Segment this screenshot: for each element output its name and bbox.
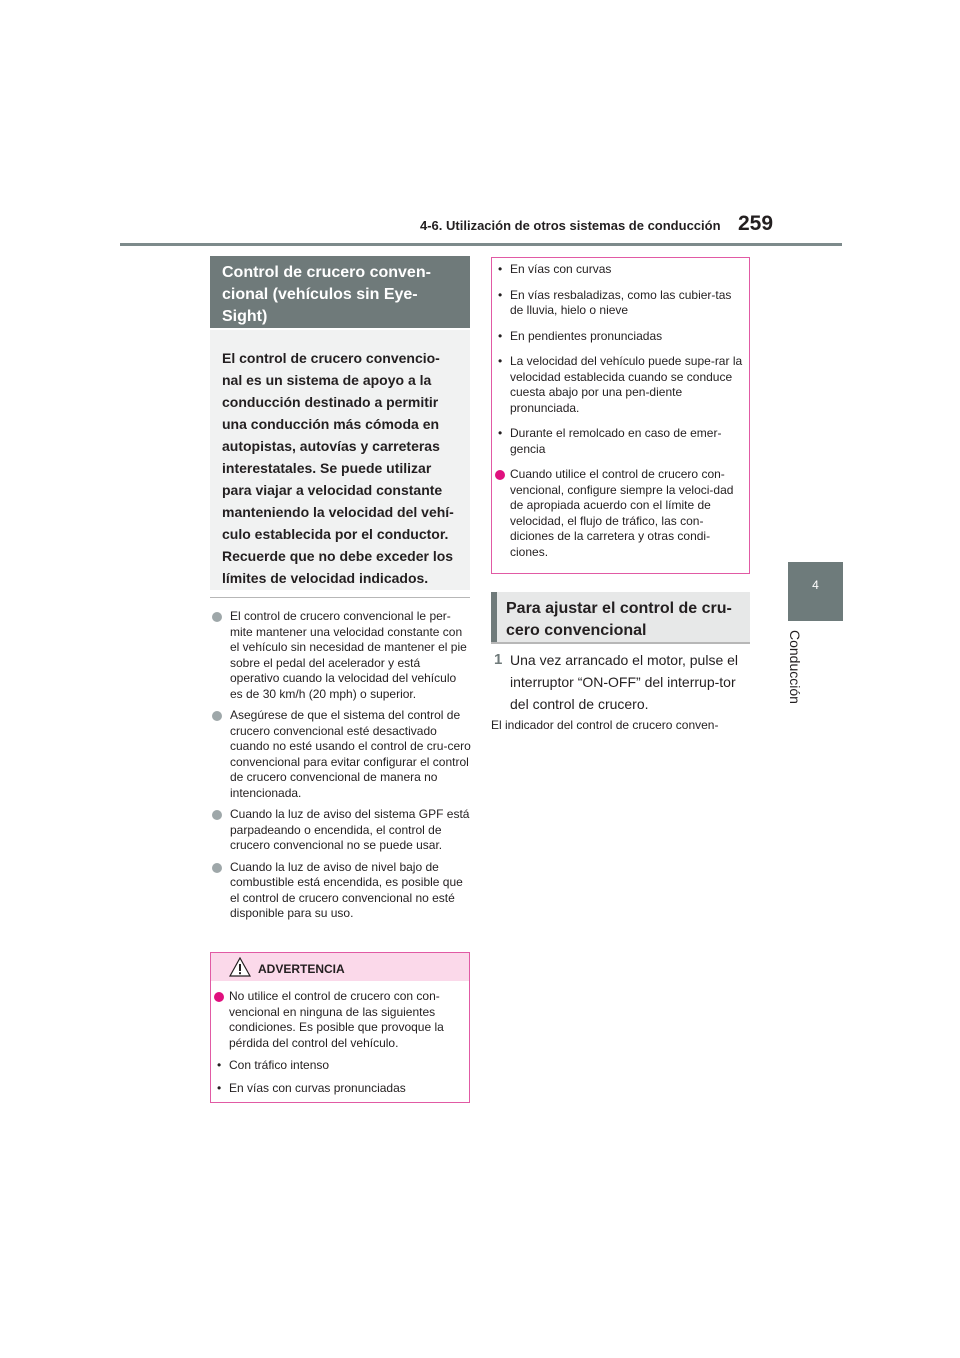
bullet-dot-icon bbox=[212, 810, 222, 820]
intro-divider bbox=[210, 597, 470, 598]
heading-accent-bar bbox=[491, 592, 497, 644]
section-heading: Control de crucero conven-cional (vehículos sin Eye-Sight) bbox=[210, 256, 470, 328]
intro-text: El control de crucero convencio-nal es un sistema de apoyo a la conducción destinado a permitir una conducción más cómoda en autopistas, autovías y carreteras interestatales. Se puede utilizar para viajar a velocidad constante manteniendo la velocidad del vehí-culo establecida por el conductor. Recuerde que no debe exceder los límites de velocidad indicados. bbox=[210, 330, 470, 590]
list-item: • En vías con curvas pronunciadas bbox=[214, 1081, 466, 1097]
chapter-number: 4 bbox=[812, 578, 819, 592]
bullet-dot-icon bbox=[495, 470, 505, 480]
section-title: 4-6. Utilización de otros sistemas de conducción bbox=[420, 218, 721, 233]
list-item: El control de crucero convencional le per-mite mantener una velocidad constante con el vehículo sin necesidad de mantener el pie sobre el pedal del acelerador y está operativo cuando la velocidad del vehículo es de 30 km/h (20 mph) o superior. bbox=[210, 609, 472, 702]
warning-triangle-icon bbox=[229, 957, 251, 977]
list-item: Cuando utilice el control de crucero con-vencional, configure siempre la veloci-dad de apropiada acuerdo con el límite de velocidad, el flujo de tráfico, las con-diciones de la carretera y otras condi-ciones. bbox=[495, 467, 745, 560]
info-bullet-list bbox=[210, 609, 472, 928]
list-item: Cuando la luz de aviso de nivel bajo de combustible está encendida, es posible que el control de crucero convencional no esté disponible para su uso. bbox=[210, 860, 472, 922]
list-item: • Con tráfico intenso bbox=[214, 1058, 466, 1074]
list-item: Cuando la luz de aviso del sistema GPF está parpadeando o encendida, el control de crucero convencional no se puede usar. bbox=[210, 807, 472, 854]
step-number: 1 bbox=[494, 651, 503, 668]
list-item: • En pendientes pronunciadas bbox=[495, 329, 745, 345]
list-item: Asegúrese de que el sistema del control de crucero convencional esté desactivado cuando no esté usando el control de cru-cero convencional para evitar configurar el control de crucero convencional de manera no intencionada. bbox=[210, 708, 472, 801]
heading-underline bbox=[491, 642, 750, 644]
warning-list bbox=[214, 989, 466, 1103]
header-divider bbox=[120, 243, 842, 246]
page-number: 259 bbox=[738, 212, 774, 235]
list-item: • Durante el remolcado en caso de emer-gencia bbox=[495, 426, 745, 457]
warning-title: ADVERTENCIA bbox=[258, 962, 345, 976]
list-item: No utilice el control de crucero con con-vencional en ninguna de las siguientes condiciones. Es posible que provoque la pérdida del control del vehículo. bbox=[214, 989, 466, 1051]
bullet-dot-icon bbox=[212, 711, 222, 721]
bullet-dot-icon bbox=[212, 612, 222, 622]
step-description: El indicador del control de crucero conven- bbox=[491, 718, 719, 732]
list-item: • En vías resbaladizas, como las cubier-tas de lluvia, hielo o nieve bbox=[495, 288, 745, 319]
subsection-heading: Para ajustar el control de cru-cero convencional bbox=[491, 592, 750, 644]
step-text: Una vez arrancado el motor, pulse el interruptor “ON-OFF” del interrup-tor del control de crucero. bbox=[510, 652, 739, 712]
warning-continued-list bbox=[495, 262, 745, 570]
bullet-dot-icon bbox=[212, 863, 222, 873]
bullet-dot-icon bbox=[214, 992, 224, 1002]
list-item: • La velocidad del vehículo puede supe-rar la velocidad establecida cuando se conduce cuesta abajo por una pen-diente pronunciada. bbox=[495, 354, 745, 416]
chapter-label: Conducción bbox=[787, 630, 803, 704]
list-item: • En vías con curvas bbox=[495, 262, 745, 278]
